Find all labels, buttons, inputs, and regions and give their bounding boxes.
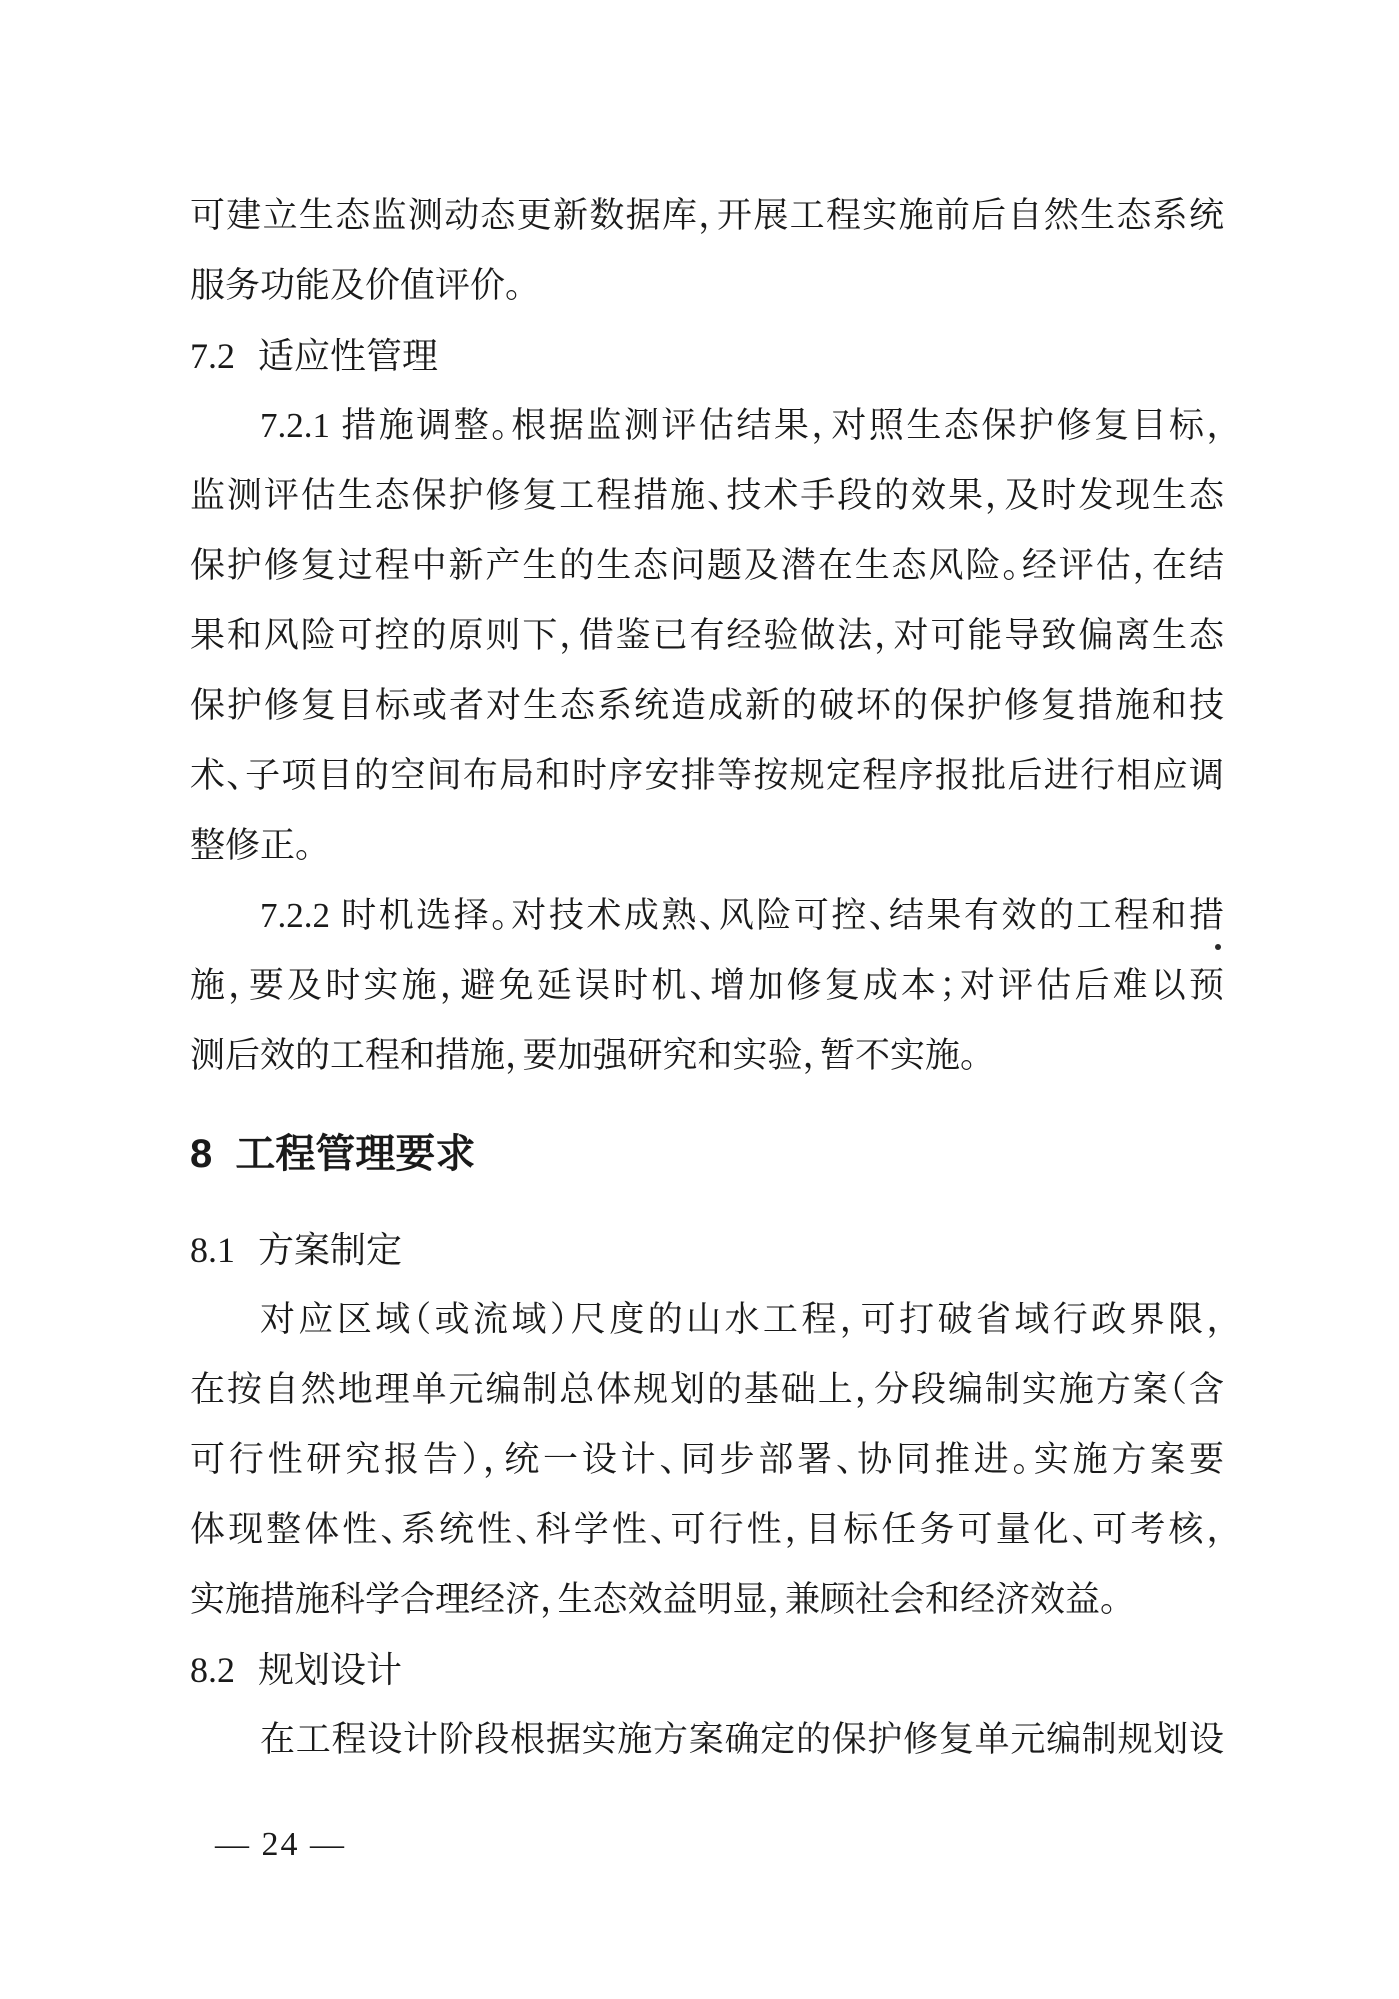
text-line: 服务功能及价值评价。 [190,266,523,305]
text-line: 体现整体性、系统性、科学性、可行性，目标任务可量化、可考核， [190,1510,1224,1549]
paragraph-8-2 [190,1705,1224,1775]
paragraph-8-1 [190,1285,1224,1635]
text-line: 7.2.2 时机选择。对技术成熟、风险可控、结果有效的工程和措 [260,896,1224,935]
text-line: 7.2.1 措施调整。根据监测评估结果，对照生态保护修复目标， [260,406,1224,445]
heading-7-2: 7.2 适应性管理 [190,336,439,376]
text-line: 施，要及时实施，避免延误时机、增加修复成本；对评估后难以预 [190,966,1224,1005]
text-line: 测后效的工程和措施，要加强研究和实验，暂不实施。 [190,1036,978,1075]
text-line: 术、子项目的空间布局和时序安排等按规定程序报批后进行相应调 [190,756,1224,795]
heading-8: 8 工程管理要求 [190,1132,476,1176]
page-content [190,181,1224,1775]
text-line: 对应区域（或流域）尺度的山水工程，可打破省域行政界限， [260,1300,1224,1339]
text-line: 可建立生态监测动态更新数据库，开展工程实施前后自然生态系统 [190,196,1224,235]
paragraph-7-2-1 [190,391,1224,881]
heading-8-2: 8.2 规划设计 [190,1650,403,1690]
text-line: 监测评估生态保护修复工程措施、技术手段的效果，及时发现生态 [190,476,1224,515]
text-line: 果和风险可控的原则下，借鉴已有经验做法，对可能导致偏离生态 [190,616,1224,655]
text-line: 在工程设计阶段根据实施方案确定的保护修复单元编制规划设 [260,1720,1224,1759]
text-line: 在按自然地理单元编制总体规划的基础上，分段编制实施方案（含 [190,1370,1224,1409]
scan-speckle-dot [1215,944,1221,950]
paragraph-7-2-2 [190,881,1224,1091]
text-line: 保护修复过程中新产生的生态问题及潜在生态风险。经评估，在结 [190,546,1224,585]
text-line: 可行性研究报告），统一设计、同步部署、协同推进。实施方案要 [190,1440,1224,1479]
text-line: 实施措施科学合理经济，生态效益明显，兼顾社会和经济效益。 [190,1580,1118,1619]
text-line: 保护修复目标或者对生态系统造成新的破坏的保护修复措施和技 [190,686,1224,725]
page-number: — 24 — [215,1826,346,1863]
paragraph-continued-from-previous-page [190,181,1224,321]
text-line: 整修正。 [190,826,313,865]
heading-8-1: 8.1 方案制定 [190,1230,403,1270]
